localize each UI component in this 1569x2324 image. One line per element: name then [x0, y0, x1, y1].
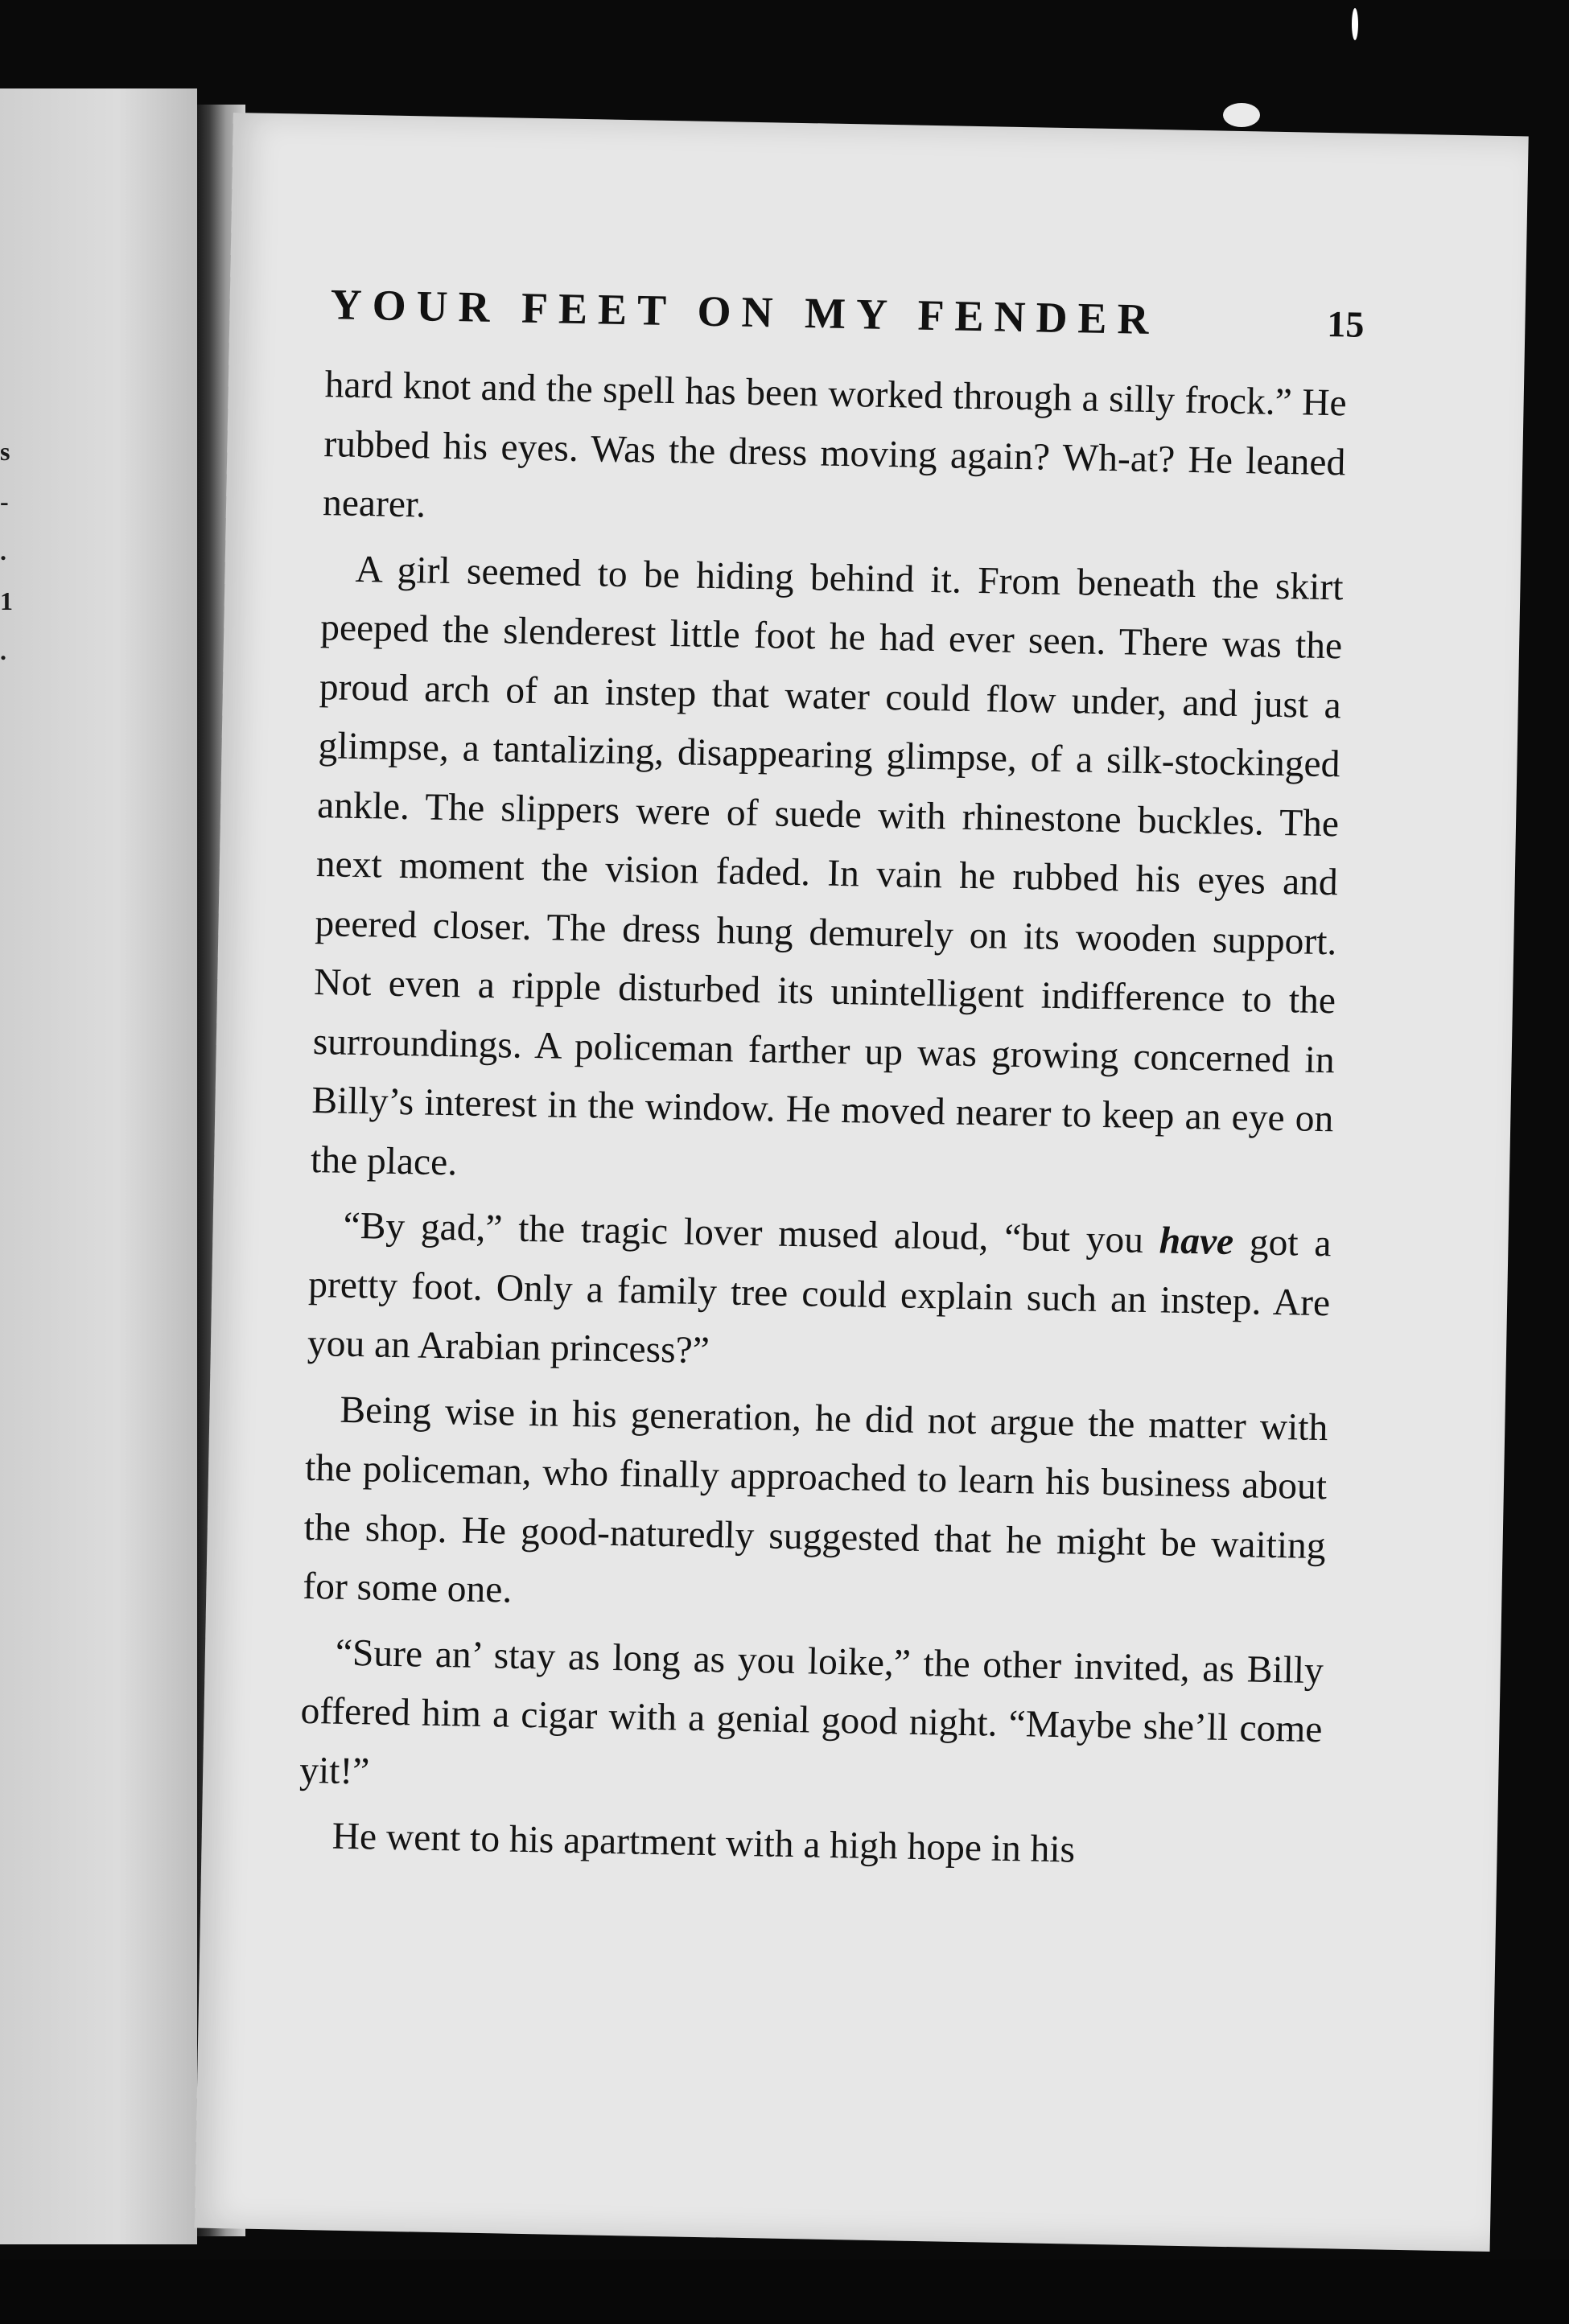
previous-page-fragment: . — [0, 636, 6, 665]
paragraph — [298, 1807, 1320, 1885]
page-body — [298, 356, 1347, 1884]
previous-page-fragment: . — [0, 537, 6, 566]
paragraph-text: “By gad,” the tragic lover mused aloud, “but you — [343, 1204, 1160, 1262]
paragraph — [322, 356, 1347, 552]
previous-page-text-fragments — [0, 426, 11, 676]
paragraph-text: hard knot and the spell has been worked through a silly frock.” He rubbed his eyes. Was the dress moving again? Wh-at? He leaned nearer. — [322, 364, 1348, 526]
paragraph-text: “Sure an’ stay as long as you loike,” the other invited, as Billy offered him a cigar with a genial good night. “Maybe she’ll come yit!” — [299, 1631, 1324, 1792]
paragraph-text: He went to his apartment with a high hope in his — [332, 1815, 1076, 1871]
paragraph-text: A girl seemed to be hiding behind it. From beneath the skirt peeped the slenderest little foot he had ever seen. There was the proud arch of an instep that water could flow under, and just a glimpse, a tantalizing, disappearing glimpse, of a silk-stockinged ankle. The slippers were of suede with rhinestone buckles. The next moment the vision faded. In vain he rubbed his eyes and peered closer. The dress hung demurely on its wooden support. Not even a ripple disturbed its unintelligent indifference to the surroundings. A policeman farther up was growing concerned in Billy’s interest in the window. He moved nearer to keep an eye on the place. — [310, 548, 1344, 1183]
scan-bottom-edge — [0, 2260, 1569, 2324]
italic-word: have — [1159, 1220, 1234, 1264]
previous-page-fragment: 1 — [0, 586, 13, 615]
paragraph — [310, 540, 1344, 1209]
previous-page-edge — [0, 88, 197, 2244]
scan-speck — [1352, 8, 1358, 40]
paragraph — [303, 1380, 1328, 1635]
previous-page-fragment: - — [0, 487, 9, 516]
page-header — [330, 279, 1365, 348]
paragraph — [307, 1196, 1332, 1392]
previous-page-fragment: s — [0, 437, 10, 466]
paragraph — [299, 1623, 1324, 1819]
scan-speck — [1223, 103, 1260, 127]
paragraph-text: got a pretty foot. Only a family tree could explain such an instep. Are you an Arabian princess?” — [307, 1221, 1332, 1372]
book-page — [195, 113, 1529, 2252]
page-number: 15 — [1326, 302, 1365, 345]
running-title: YOUR FEET ON MY FENDER — [330, 280, 1160, 344]
paragraph-text: Being wise in his generation, he did not argue the matter with the policeman, who finally approached to learn his business about the shop. He good-naturedly suggested that he might be waiting for some one. — [302, 1388, 1328, 1611]
